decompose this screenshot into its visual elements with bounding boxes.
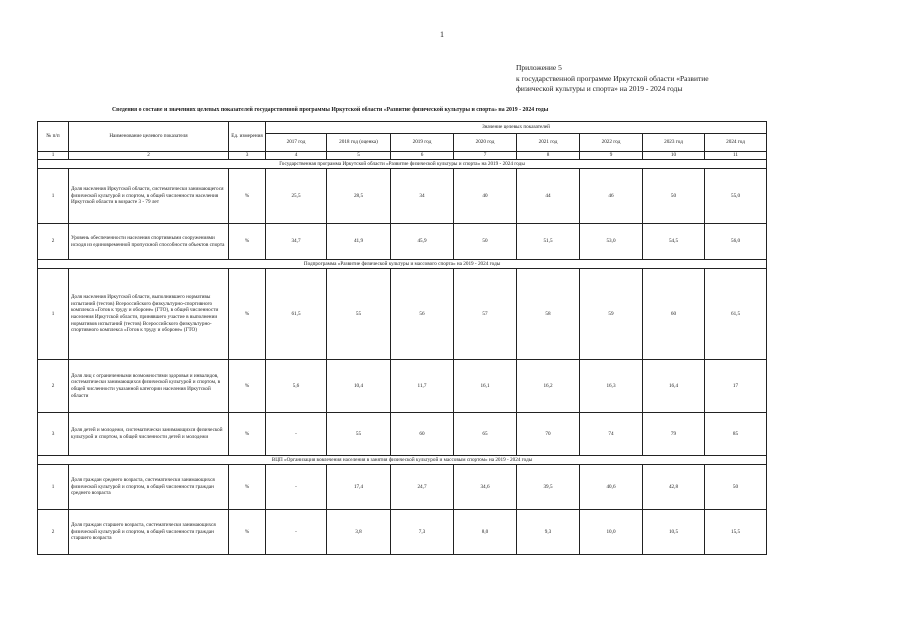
indicator-value: 34,6: [454, 465, 517, 510]
indicator-value: 16,1: [454, 360, 517, 413]
annex-header: [516, 63, 766, 95]
header-year: 2022 год: [580, 134, 643, 152]
indicator-value: -: [266, 510, 327, 555]
indicator-value: 85: [705, 413, 767, 456]
indicator-value: 61,5: [266, 269, 327, 360]
indicator-name: Доля граждан среднего возраста, систематически занимающихся физической культурой и спортом, в общей численности граждан среднего возраста: [69, 465, 229, 510]
header-year: 2021 год: [517, 134, 580, 152]
indicator-value: 45,9: [391, 224, 454, 260]
col-number: 6: [391, 152, 454, 160]
row-number: 1: [38, 169, 69, 224]
indicator-value: 58: [517, 269, 580, 360]
col-number: 1: [38, 152, 69, 160]
indicator-value: 3,8: [327, 510, 391, 555]
header-year: 2017 год: [266, 134, 327, 152]
header-num: № п/п: [38, 122, 69, 152]
table-body: [38, 160, 767, 555]
indicator-value: 70: [517, 413, 580, 456]
indicator-value: 34: [391, 169, 454, 224]
indicator-unit: %: [229, 269, 266, 360]
indicator-value: 50: [705, 465, 767, 510]
col-number: 3: [229, 152, 266, 160]
row-number: 2: [38, 360, 69, 413]
indicator-value: 40,6: [580, 465, 643, 510]
indicator-name: Доля населения Иркутской области, систематически занимающегося физической культурой и спортом, в общей численности населения Иркутской области в возрасте 3 - 79 лет: [69, 169, 229, 224]
indicator-value: 11,7: [391, 360, 454, 413]
indicator-value: 10,0: [580, 510, 643, 555]
indicator-value: 39,5: [517, 465, 580, 510]
indicator-value: 8,0: [454, 510, 517, 555]
section-row: [38, 456, 767, 465]
indicator-value: 60: [391, 413, 454, 456]
row-number: 1: [38, 269, 69, 360]
indicator-value: 17: [705, 360, 767, 413]
table-row: [38, 510, 767, 555]
indicator-unit: %: [229, 465, 266, 510]
indicator-value: 7,3: [391, 510, 454, 555]
header-year: 2020 год: [454, 134, 517, 152]
indicator-value: 74: [580, 413, 643, 456]
section-row: [38, 160, 767, 169]
indicator-value: 16,2: [517, 360, 580, 413]
indicator-value: 51,5: [517, 224, 580, 260]
annex-line-3: физической культуры и спорта» на 2019 - 2024 годы: [516, 84, 683, 93]
indicator-value: 54,5: [643, 224, 705, 260]
document-title: Сведения о составе и значениях целевых показателей государственной программы Иркутской области «Развитие физической культуры и спорта» на 2019 - 2024 годы: [112, 107, 549, 113]
section-title: ВЦП «Организация вовлечения населения в занятия физической культурой и массовым спортом» на 2019 - 2024 годы: [38, 456, 767, 465]
indicator-value: 59: [580, 269, 643, 360]
indicator-value: 10,5: [643, 510, 705, 555]
indicator-name: Доля детей и молодежи, систематически занимающихся физической культурой и спортом, в общей численности детей и молодежи: [69, 413, 229, 456]
indicator-value: 53,0: [580, 224, 643, 260]
indicator-name: Доля граждан старшего возраста, систематически занимающихся физической культурой и спортом, в общей численности граждан старшего возраста: [69, 510, 229, 555]
indicator-value: 40: [454, 169, 517, 224]
indicator-value: 42,8: [643, 465, 705, 510]
indicator-unit: %: [229, 360, 266, 413]
annex-line-2: к государственной программе Иркутской области «Развитие: [516, 73, 709, 83]
col-number: 10: [643, 152, 705, 160]
indicator-value: 44: [517, 169, 580, 224]
col-number: 8: [517, 152, 580, 160]
indicators-table: [37, 121, 767, 555]
header-year: 2019 год: [391, 134, 454, 152]
indicator-value: 56: [391, 269, 454, 360]
indicator-name: Доля лиц с ограниченными возможностями здоровья и инвалидов, систематически занимающихся физической культурой и спортом, в общей численности указанной категории населения Иркутской области: [69, 360, 229, 413]
header-year: 2018 год (оценка): [327, 134, 391, 152]
table-row: [38, 169, 767, 224]
indicator-value: 56,0: [705, 224, 767, 260]
table-row: [38, 360, 767, 413]
indicator-value: 46: [580, 169, 643, 224]
indicator-value: 15,5: [705, 510, 767, 555]
indicator-value: 50: [454, 224, 517, 260]
col-number: 9: [580, 152, 643, 160]
row-number: 1: [38, 465, 69, 510]
row-number: 3: [38, 413, 69, 456]
indicator-value: 17,4: [327, 465, 391, 510]
indicator-value: 5,6: [266, 360, 327, 413]
col-number: 2: [69, 152, 229, 160]
section-title: Подпрограмма «Развитие физической культуры и массового спорта» на 2019 - 2024 годы: [38, 260, 767, 269]
indicator-name: Доля населения Иркутской области, выполнившего нормативы испытаний (тестов) Всероссийского физкультурно-спортивного комплекса «Готов к труду и обороне» (ГТО), в общей численности населения Иркутской области, принявшего участие в выполнении нормативов испытаний (тестов) Всероссийского физкультурно-спортивного комплекса «Готов к труду и обороне» (ГТО): [69, 269, 229, 360]
table-row: [38, 224, 767, 260]
annex-line-1: Приложение 5: [516, 63, 562, 72]
header-year: 2023 год: [643, 134, 705, 152]
header-values: Значение целевых показателей: [266, 122, 767, 134]
row-number: 2: [38, 510, 69, 555]
indicator-value: 50: [643, 169, 705, 224]
col-number: 11: [705, 152, 767, 160]
header-name: Наименование целевого показателя: [69, 122, 229, 152]
indicator-value: 9,3: [517, 510, 580, 555]
col-number: 4: [266, 152, 327, 160]
indicator-value: 57: [454, 269, 517, 360]
indicator-value: -: [266, 465, 327, 510]
header-year: 2024 год: [705, 134, 767, 152]
indicator-value: -: [266, 413, 327, 456]
indicator-unit: %: [229, 510, 266, 555]
indicator-value: 34,7: [266, 224, 327, 260]
indicator-value: 55: [327, 269, 391, 360]
col-number: 5: [327, 152, 391, 160]
section-row: [38, 260, 767, 269]
indicator-value: 41,9: [327, 224, 391, 260]
row-number: 2: [38, 224, 69, 260]
indicator-value: 10,4: [327, 360, 391, 413]
indicator-name: Уровень обеспеченности населения спортивными сооружениями исходя из единовременной пропускной способности объектов спорта: [69, 224, 229, 260]
indicator-value: 25,5: [266, 169, 327, 224]
section-title: Государственная программа Иркутской области «Развитие физической культуры и спорта» на 2019 - 2024 годы: [38, 160, 767, 169]
indicator-value: 61,5: [705, 269, 767, 360]
table-row: [38, 269, 767, 360]
indicator-value: 16,3: [580, 360, 643, 413]
indicator-value: 55: [327, 413, 391, 456]
indicator-value: 55,0: [705, 169, 767, 224]
indicator-value: 16,4: [643, 360, 705, 413]
indicator-value: 60: [643, 269, 705, 360]
indicator-value: 79: [643, 413, 705, 456]
indicator-value: 28,5: [327, 169, 391, 224]
indicator-unit: %: [229, 413, 266, 456]
table-row: [38, 413, 767, 456]
page-number: 1: [440, 30, 444, 39]
indicator-value: 24,7: [391, 465, 454, 510]
indicator-unit: %: [229, 224, 266, 260]
indicator-value: 65: [454, 413, 517, 456]
header-unit: Ед. измерения: [229, 122, 266, 152]
indicator-unit: %: [229, 169, 266, 224]
col-number: 7: [454, 152, 517, 160]
table-row: [38, 465, 767, 510]
